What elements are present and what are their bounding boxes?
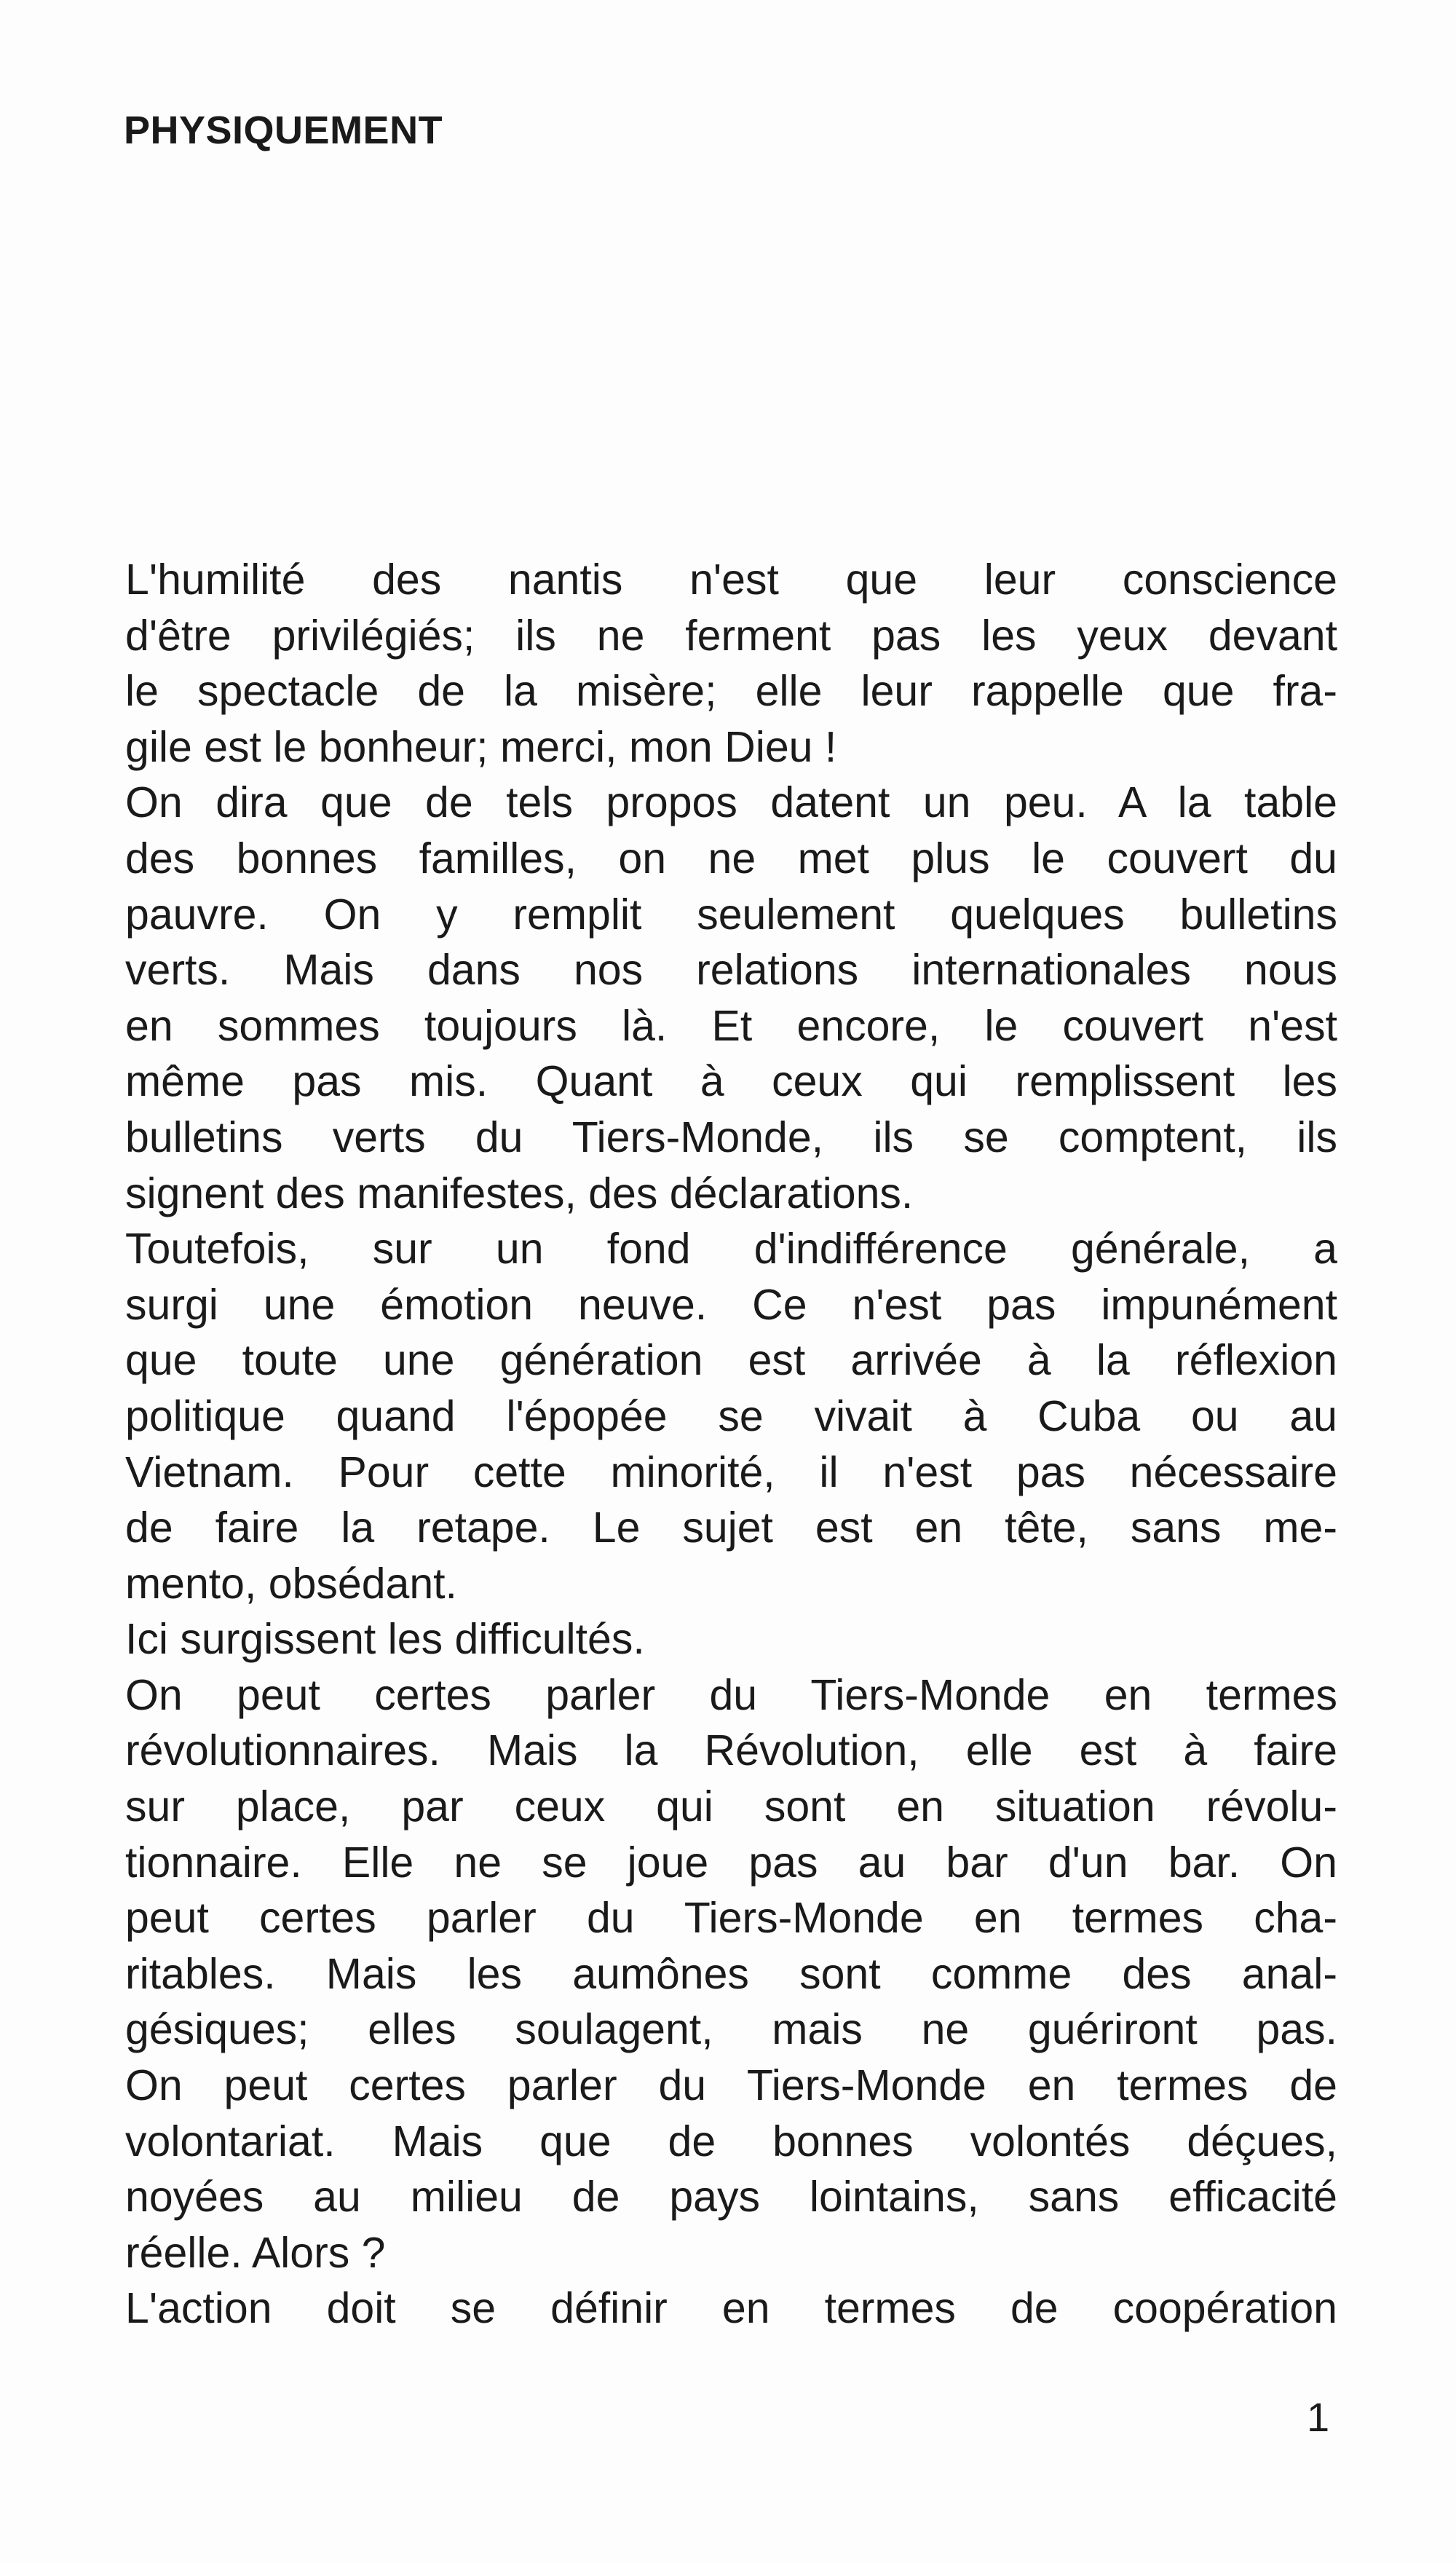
text-line: volontariat. Mais que de bonnes volontés déçues,	[125, 2117, 1337, 2165]
text-line: en sommes toujours là. Et encore, le couvert n'est	[125, 1001, 1337, 1050]
body-text	[125, 552, 1337, 2337]
text-line: d'être privilégiés; ils ne ferment pas les yeux devant	[125, 611, 1337, 660]
text-line: même pas mis. Quant à ceux qui remplissent les	[125, 1057, 1337, 1106]
text-line: Ici surgissent les difficultés.	[125, 1615, 645, 1664]
text-line: politique quand l'épopée se vivait à Cuba ou au	[125, 1391, 1337, 1440]
text-line: réelle. Alors ?	[125, 2228, 386, 2277]
text-line: sur place, par ceux qui sont en situation révolu-	[125, 1782, 1337, 1831]
text-line: gésiques; elles soulagent, mais ne guériront pas.	[125, 2005, 1337, 2054]
text-line: gile est le bonheur; merci, mon Dieu !	[125, 722, 837, 771]
text-line: mento, obsédant.	[125, 1559, 457, 1608]
text-line: surgi une émotion neuve. Ce n'est pas impunément	[125, 1280, 1337, 1329]
text-line: bulletins verts du Tiers-Monde, ils se comptent, ils	[125, 1113, 1337, 1161]
text-line: On peut certes parler du Tiers-Monde en termes	[125, 1670, 1337, 1719]
text-line: ritables. Mais les aumônes sont comme des anal-	[125, 1949, 1337, 1998]
text-line: noyées au milieu de pays lointains, sans efficacité	[125, 2173, 1337, 2222]
text-line: Toutefois, sur un fond d'indifférence générale, a	[125, 1225, 1337, 1273]
text-line: verts. Mais dans nos relations internationales nous	[125, 946, 1337, 995]
text-line: que toute une génération est arrivée à la réflexion	[125, 1336, 1337, 1385]
text-line: L'humilité des nantis n'est que leur conscience	[125, 556, 1337, 604]
text-line: L'action doit se définir en termes de coopération	[125, 2284, 1337, 2333]
page-number: 1	[1307, 2394, 1330, 2440]
text-line: On peut certes parler du Tiers-Monde en termes de	[125, 2061, 1337, 2110]
text-line: le spectacle de la misère; elle leur rappelle que fra-	[125, 667, 1337, 716]
text-line: tionnaire. Elle ne se joue pas au bar d'un bar. On	[125, 1838, 1337, 1887]
text-line: peut certes parler du Tiers-Monde en termes cha-	[125, 1894, 1337, 1943]
text-line: révolutionnaires. Mais la Révolution, elle est à faire	[125, 1726, 1337, 1775]
text-line: pauvre. On y remplit seulement quelques bulletins	[125, 890, 1337, 939]
text-line: des bonnes familles, on ne met plus le couvert du	[125, 834, 1337, 882]
text-line: signent des manifestes, des déclarations.	[125, 1169, 914, 1217]
text-line: On dira que de tels propos datent un peu. A la table	[125, 778, 1337, 827]
page-heading: PHYSIQUEMENT	[124, 108, 443, 152]
text-line: de faire la retape. Le sujet est en tête, sans me-	[125, 1504, 1337, 1552]
text-line: Vietnam. Pour cette minorité, il n'est pas nécessaire	[125, 1448, 1337, 1496]
